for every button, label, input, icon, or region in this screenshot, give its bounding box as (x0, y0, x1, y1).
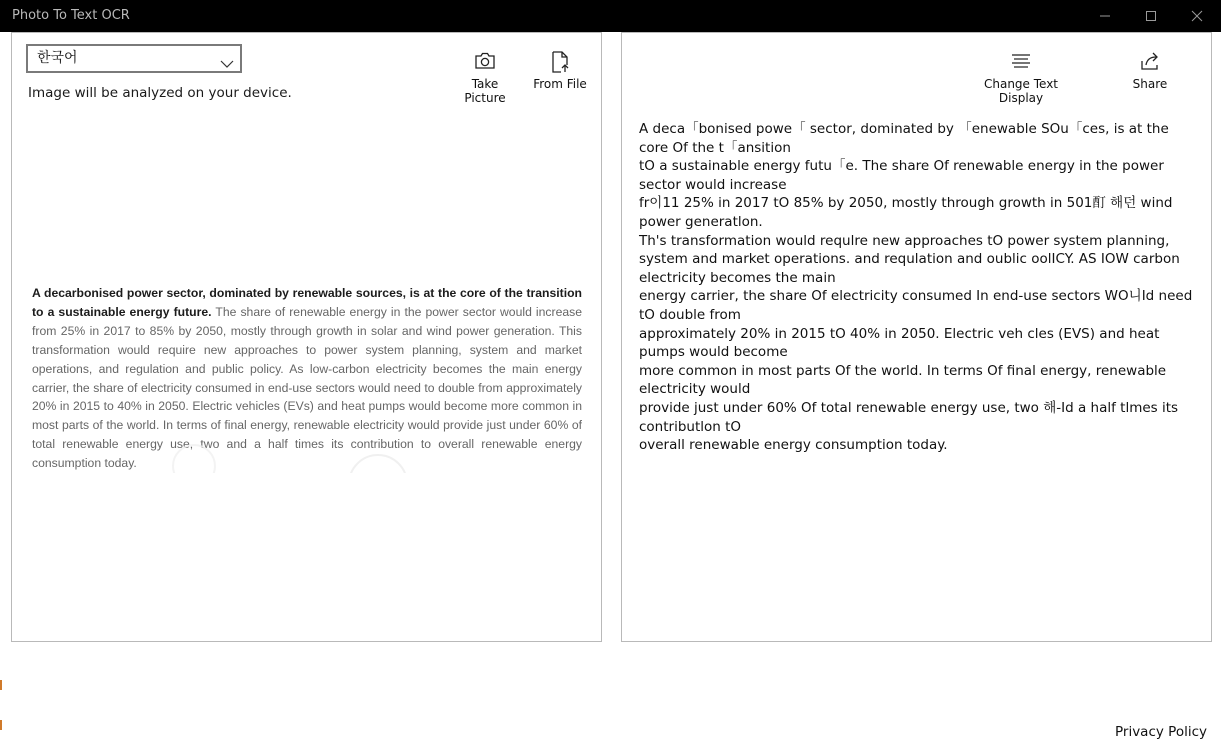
from-file-label: From File (533, 77, 587, 91)
share-icon (1127, 51, 1173, 73)
file-upload-icon (532, 51, 588, 73)
source-image (32, 284, 582, 473)
language-select-value: 한국어 (37, 50, 78, 66)
minimize-icon (1099, 10, 1111, 22)
edge-accent (0, 680, 2, 690)
language-select[interactable] (26, 44, 242, 73)
from-file-button[interactable] (532, 51, 588, 95)
maximize-button[interactable] (1128, 0, 1174, 32)
source-panel (11, 32, 602, 642)
ocr-line: approximately 20% in 2015 tO 40% in 2050. Electric veh cles (EVS) and heat pumps would become (639, 325, 1160, 361)
ocr-line: overall renewable energy consumption today. (639, 437, 948, 454)
camera-icon (452, 51, 518, 73)
ocr-line: fr이11 25% in 2017 tO 85% by 2050, mostly through growth in 501酊 해던 wind power generatlon. (639, 195, 1173, 230)
take-picture-button[interactable] (452, 51, 518, 105)
ocr-line: tO a sustainable energy futu「e. The share Of renewable energy in the power sector would increase (639, 158, 1164, 193)
source-body: The share of renewable energy in the power sector would increase from 25% in 2017 to 85% by 2050, mostly through growth in solar and wind power generation. This transformation would require new approaches to power system planning, system and market operations, and regulation and public policy. As low-carbon electricity becomes the main energy carrier, the share of electricity consumed in end-use sectors would need to double from approximately 20% in 2015 to 40% in 2050. Electric vehicles (EVs) and heat pumps would become more common in most parts of the world. In terms of final energy, renewable electricity would provide just under 60% of total renewable energy use, two and a half times its contribution to overall renewable energy consumption today. (32, 304, 582, 471)
maximize-icon (1145, 10, 1157, 22)
ocr-result-text[interactable] (639, 120, 1201, 455)
privacy-policy-link[interactable]: Privacy Policy (1114, 724, 1207, 740)
ocr-line: A deca「bonised powe「 sector, dominated by 「enewable SOu「ces, is at the core Of the t「ansition (639, 121, 1169, 156)
minimize-button[interactable] (1082, 0, 1128, 32)
ocr-line: more common in most parts Of the world. In terms Of final energy, renewable electricity would (639, 362, 1167, 398)
title-bar (0, 0, 1221, 32)
close-button[interactable] (1174, 0, 1220, 32)
share-label: Share (1132, 77, 1168, 91)
source-image-text (32, 284, 582, 473)
ocr-line: provide just under 60% Of total renewable energy use, two 해-Id a half tlmes its contributlon tO (639, 399, 1179, 435)
share-button[interactable] (1127, 51, 1173, 95)
change-text-display-button[interactable] (960, 51, 1082, 105)
edge-accent (0, 720, 2, 730)
window-title: Photo To Text OCR (12, 8, 130, 23)
text-lines-icon (960, 51, 1082, 73)
close-icon (1191, 10, 1203, 22)
device-note: Image will be analyzed on your device. (28, 85, 292, 101)
change-text-display-label: Change Text Display (983, 77, 1059, 105)
ocr-line: Th's transformation would requlre new approaches tO power system planning, system and market operations. and requlation and oublic oolICY. AS IOW carbon electricity becomes the main (639, 232, 1180, 286)
result-panel (621, 32, 1212, 642)
take-picture-label: Take Picture (464, 77, 506, 105)
source-bold-lead: A decarbonised power sector, dominated by renewable sources, is at the core of the transition to a sustainable energy future. (32, 286, 582, 319)
ocr-line: energy carrier, the share Of electricity consumed In end-use sectors WO니Id need tO double from (639, 288, 1193, 323)
chevron-down-icon (220, 53, 234, 78)
